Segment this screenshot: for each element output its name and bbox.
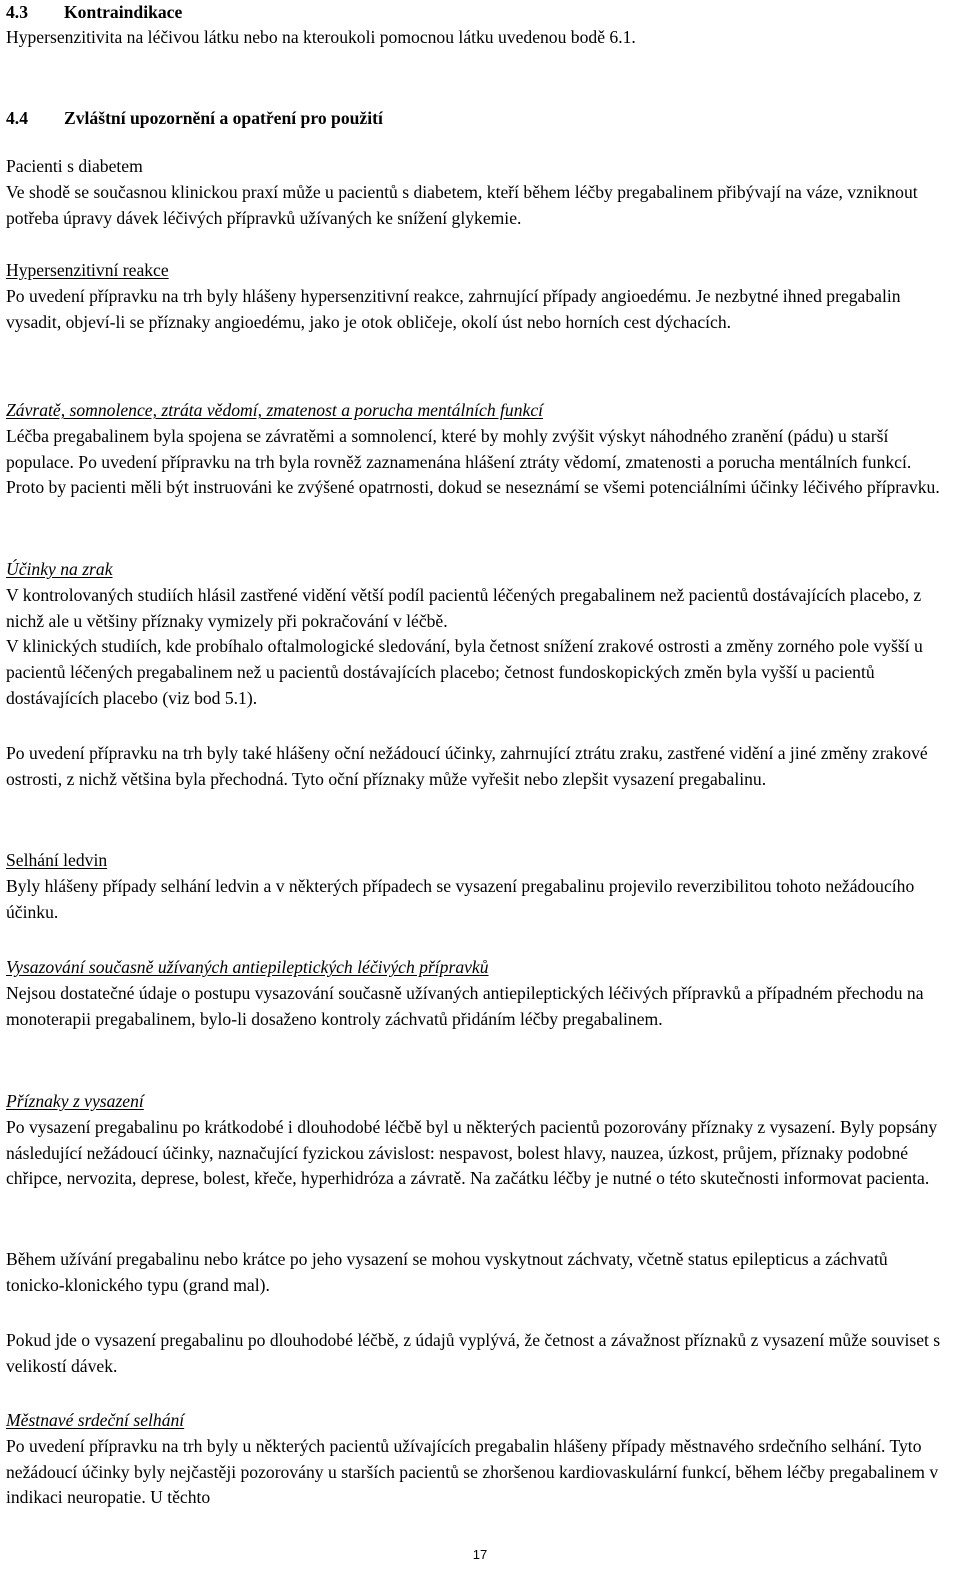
subsection-dizziness [6,398,950,501]
subsection-heading: Selhání ledvin [6,850,108,870]
subsection-heading: Vysazování současně užívaných antiepileptických léčivých přípravků [6,957,489,977]
paragraph: Byly hlášeny případy selhání ledvin a v některých případech se vysazení pregabalinu projevilo reverzibilitou tohoto nežádoucího účinku. [6,875,915,922]
vision-postmarketing [6,741,950,793]
subsection-heading: Příznaky z vysazení [6,1091,144,1111]
paragraph: Ve shodě se současnou klinickou praxí může u pacientů s diabetem, kteří během léčby pregabalinem přibývají na váze, vzniknout potřeba úpravy dávek léčivých přípravků užívaných ke snížení glykemie. [6,181,918,228]
paragraph: Po uvedení přípravku na trh byly hlášeny hypersenzitivní reakce, zahrnující případy angioedému. Je nezbytné ihned pregabalin vysadit, objeví-li se příznaky angioedému, jako je otok obličeje, okolí úst nebo horních cest dýchacích. [6,285,901,332]
subsection-heart-failure [6,1408,950,1511]
subsection-heading: Účinky na zrak [6,559,113,579]
subsection-heading: Městnavé srdeční selhání [6,1410,185,1430]
subsection-heading: Pacienti s diabetem [6,156,143,176]
paragraph: Po vysazení pregabalinu po krátkodobé i dlouhodobé léčbě byl u některých pacientů pozorovány příznaky z vysazení. Byly popsány následující nežádoucí účinky, naznačující fyzickou závislost: nespavost, bolest hlavy, nauzea, úzkost, průjem, příznaky podobné chřipce, nervozita, deprese, bolest, křeče, hyperhidróza a závratě. Na začátku léčby je nutné o této skutečnosti informovat pacienta. [6,1116,938,1189]
paragraph: Léčba pregabalinem byla spojena se závratěmi a somnolencí, které by mohly zvýšit výskyt náhodného zranění (pádu) u starší populace. Po uvedení přípravku na trh byla rovněž zaznamenána hlášení ztráty vědomí, zmatenosti a porucha mentálních funkcí. Proto by pacienti měli být instruováni ke zvýšené opatrnosti, dokud se neseznámí se všemi potenciálními účinky léčivého přípravku. [6,425,940,498]
contraindication-text: Hypersenzitivita na léčivou látku nebo na kteroukoli pomocnou látku uvedenou bodě 6.1. [6,27,636,47]
section-heading-4-4 [6,106,383,132]
section-title: Zvláštní upozornění a opatření pro použití [64,108,383,128]
subsection-antiepileptic-withdrawal [6,955,950,1032]
paragraph: Během užívání pregabalinu nebo krátce po jeho vysazení se mohou vyskytnout záchvaty, včetně status epilepticus a záchvatů tonicko-klonického typu (grand mal). [6,1249,888,1295]
section-heading-4-3 [6,0,182,26]
paragraph: Pokud jde o vysazení pregabalinu po dlouhodobé léčbě, z údajů vyplývá, že četnost a závažnost příznaků z vysazení může souviset s velikostí dávek. [6,1330,941,1376]
paragraph: Nejsou dostatečné údaje o postupu vysazování současně užívaných antiepileptických léčivých přípravků a případném přechodu na monoterapii pregabalinem, bylo-li dosaženo kontroly záchvatů přidáním léčby pregabalinem. [6,982,924,1029]
subsection-renal-failure [6,848,950,925]
section-number: 4.4 [6,108,28,128]
paragraph: Po uvedení přípravku na trh byly u některých pacientů užívajících pregabalin hlášeny případy městnavého srdečního selhání. Tyto nežádoucí účinky byly nejčastěji pozorovány u starších pacientů se zhoršenou kardiovaskulární funkcí, během léčby pregabalinem v indikaci neuropatie. U těchto [6,1435,939,1508]
section-title: Kontraindikace [64,2,183,22]
subsection-withdrawal-symptoms [6,1089,950,1192]
section-number: 4.3 [6,2,28,22]
subsection-heading: Hypersenzitivní reakce [6,260,169,280]
page-number: 17 [472,1547,488,1562]
subsection-heading: Závratě, somnolence, ztráta vědomí, zmatenost a porucha mentálních funkcí [6,400,544,420]
seizures-paragraph [6,1247,950,1299]
subsection-diabetes [6,154,950,231]
paragraph: V klinických studiích, kde probíhalo oftalmologické sledování, byla četnost snížení zrakové ostrosti a změny zorného pole vyšší u pacientů léčených pregabalinem než u pacientů dostávajících placebo; četnost fundoskopických změn byla vyšší u pacientů dostávajících placebo (viz bod 5.1). [6,636,923,708]
paragraph: V kontrolovaných studiích hlásil zastřené vidění větší podíl pacientů léčených pregabalinem než pacientů dostávajících placebo, z nichž ale u většiny příznaky vymizely při pokračování v léčbě. [6,584,922,631]
withdrawal-dose-paragraph [6,1328,950,1380]
paragraph: Po uvedení přípravku na trh byly také hlášeny oční nežádoucí účinky, zahrnující ztrátu zraku, zastřené vidění a jiné změny zrakové ostrosti, z nichž většina byla přechodná. Tyto oční příznaky může vyřešit nebo zlepšit vysazení pregabalinu. [6,743,928,789]
subsection-hypersensitivity [6,258,950,335]
subsection-vision [6,557,950,712]
